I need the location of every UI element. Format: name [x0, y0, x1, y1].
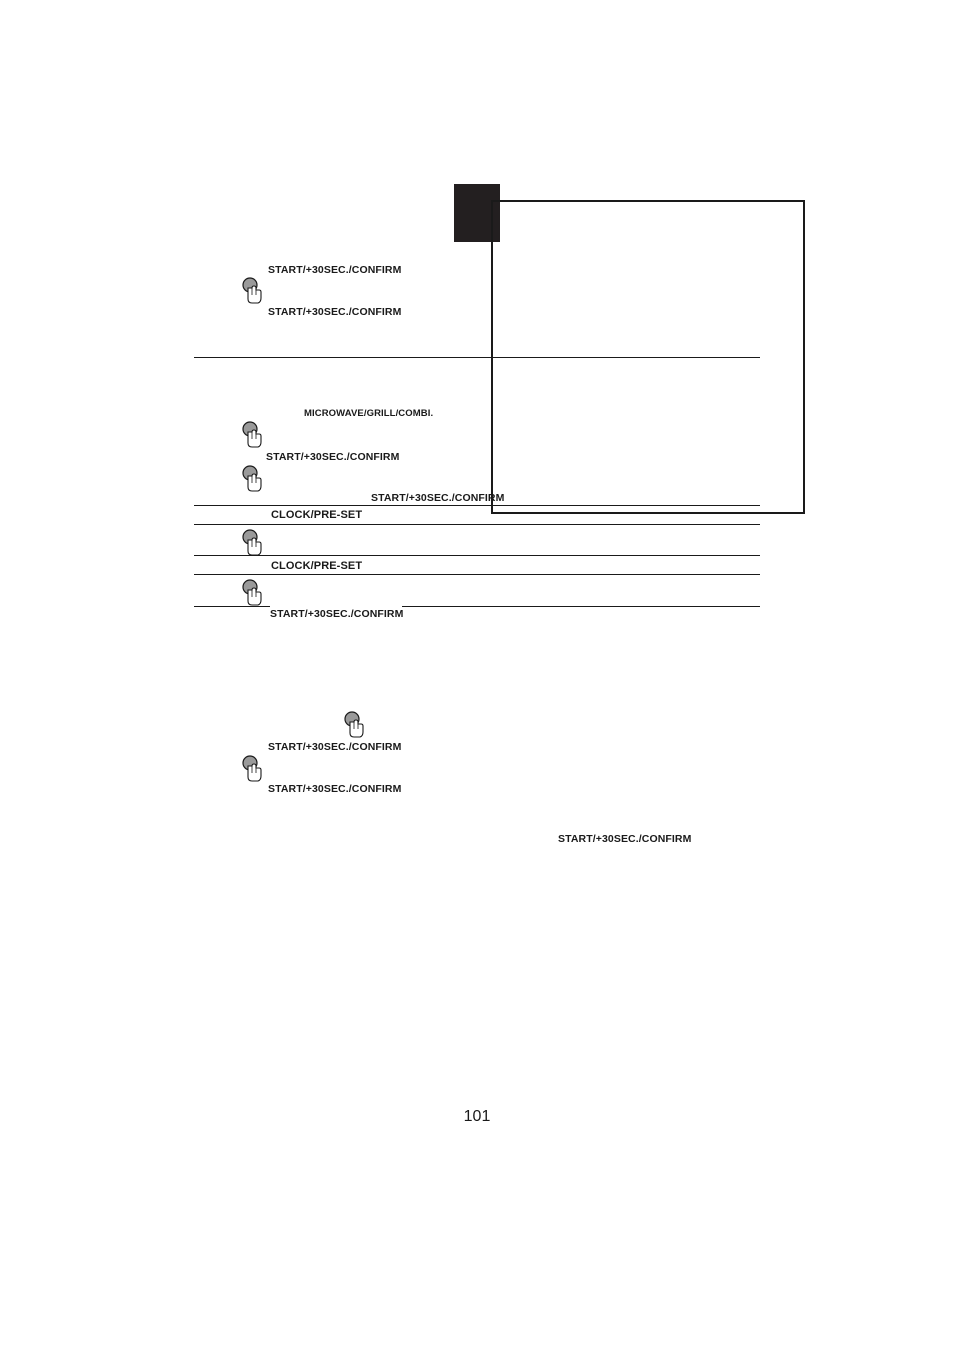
table-rule: [194, 524, 760, 525]
microwave-grill-combi-label: MICROWAVE/GRILL/COMBI.: [304, 408, 434, 419]
table-rule: [194, 606, 270, 607]
start-confirm-label-1: START/+30SEC./CONFIRM: [268, 264, 402, 276]
hand-press-icon: [240, 753, 264, 783]
start-confirm-label-7: START/+30SEC./CONFIRM: [268, 783, 402, 795]
hand-press-icon: [240, 527, 264, 557]
start-confirm-label-2: START/+30SEC./CONFIRM: [268, 306, 402, 318]
start-confirm-label-8: START/+30SEC./CONFIRM: [558, 833, 692, 845]
table-rule: [194, 574, 760, 575]
table-rule: [194, 505, 760, 506]
table-rule: [194, 555, 760, 556]
hand-press-icon: [240, 577, 264, 607]
page-number: 101: [463, 1108, 491, 1125]
hand-press-icon: [240, 419, 264, 449]
start-confirm-label-5: START/+30SEC./CONFIRM: [270, 608, 404, 620]
hand-press-icon: [240, 463, 264, 493]
clock-preset-label-1: CLOCK/PRE-SET: [271, 509, 363, 521]
start-confirm-label-4: START/+30SEC./CONFIRM: [371, 492, 505, 504]
hand-press-icon: [240, 275, 264, 305]
clock-preset-label-2: CLOCK/PRE-SET: [271, 560, 363, 572]
start-confirm-label-6: START/+30SEC./CONFIRM: [268, 741, 402, 753]
hand-press-icon: [342, 709, 366, 739]
table-rule: [402, 606, 760, 607]
divider: [194, 357, 760, 358]
start-confirm-label-3: START/+30SEC./CONFIRM: [266, 451, 400, 463]
